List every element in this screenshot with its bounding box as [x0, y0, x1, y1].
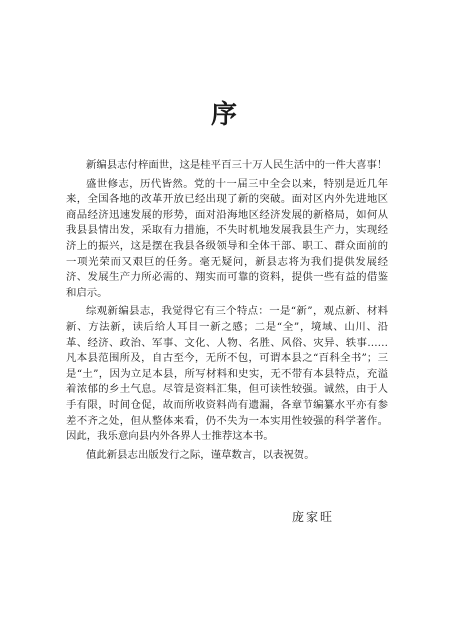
author-signature: 庞家旺	[292, 510, 335, 524]
page-title: 序	[210, 100, 239, 130]
preface-body	[66, 158, 388, 466]
paragraph-3: 综观新编县志，我觉得它有三个特点：一是“新”，观点新、材料新、方法新，读后给人耳目一新之感；二是“全”，境域、山川、沿革、经济、政治、军事、文化、人物、名胜、风俗、灾异、轶事……凡本县范围所及，自古至今，无所不包，可谓本县之“百科全书”；三是“土”，因为立足本县，所写材料和史实，无不带有本县特点，充溢着浓郁的乡土气息。尽管是资料汇集，但可读性较强。诚然，由于人手有限，时间仓促，故而所收资料尚有遗漏，各章节编纂水平亦有参差不齐之处，但从整体来看，仍不失为一本实用性较强的科学著作。因此，我乐意向县内外各界人士推荐这本书。	[66, 305, 388, 443]
paragraph-4: 值此新县志出版发行之际，谨草数言，以表祝贺。	[86, 448, 315, 461]
paragraph-1: 新编县志付梓面世，这是桂平百三十万人民生活中的一件大喜事！	[86, 159, 388, 171]
paragraph-2: 盛世修志，历代皆然。党的十一届三中全会以来，特别是近几年来，全国各地的改革开放已经出现了新的突破。面对区内外先进地区商品经济迅速发展的形势，面对沿海地区经济发展的新格局，如何从我县县情出发，采取有力措施，不失时机地发展我县生产力，实现经济上的振兴，这是摆在我县各级领导和全体干部、职工、群众面前的一项光荣而又艰巨的任务。毫无疑问，新县志将为我们提供发展经济、发展生产力所必需的、翔实而可靠的资料，提供一些有益的借鉴和启示。	[66, 177, 388, 299]
